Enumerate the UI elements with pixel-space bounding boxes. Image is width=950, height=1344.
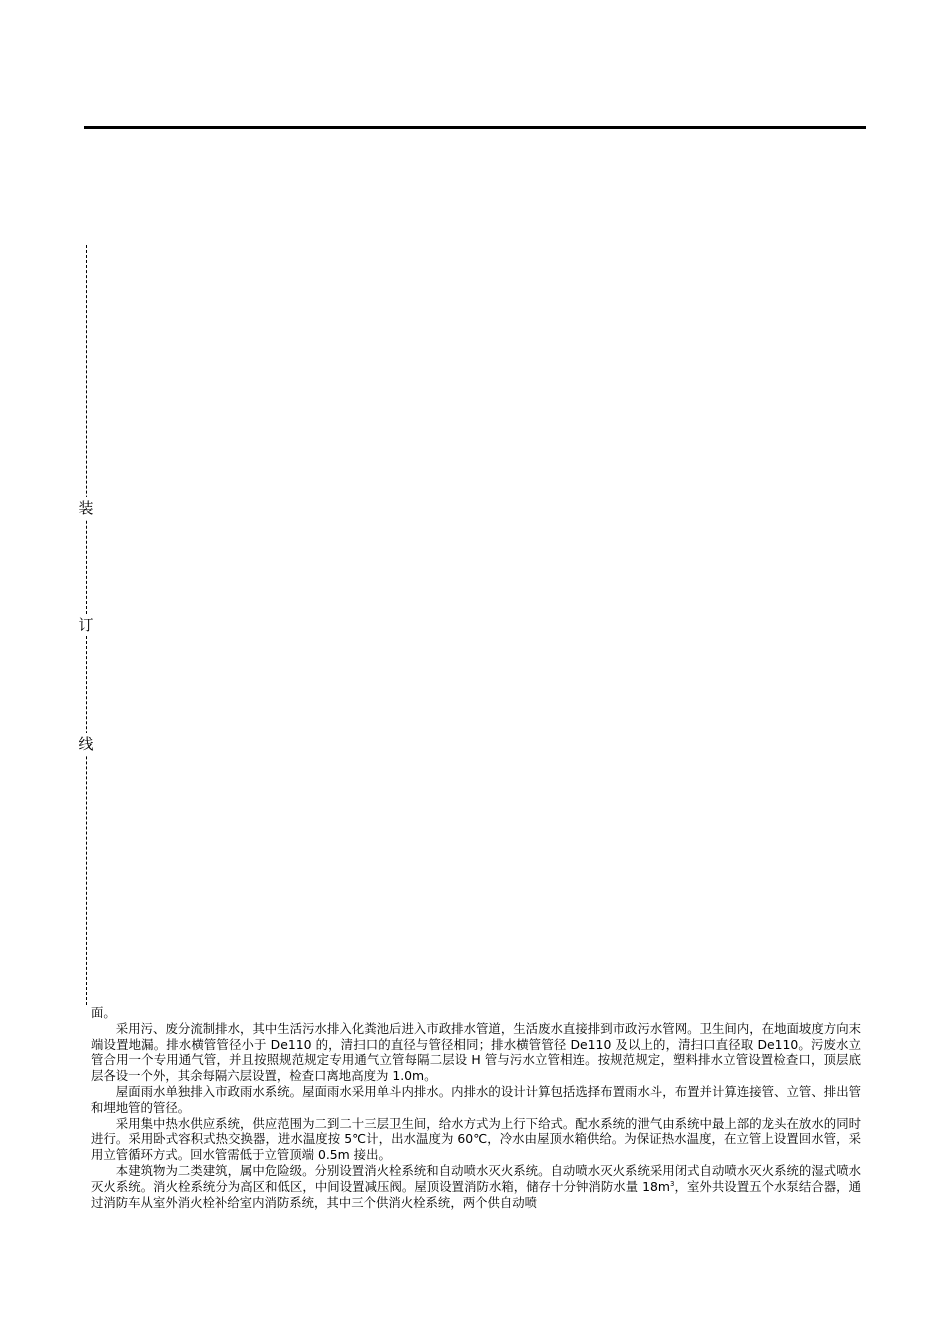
paragraph-fragment: 面。 (91, 1005, 116, 1020)
paragraph-fire-protection (91, 1163, 861, 1210)
body-text (91, 1005, 861, 1210)
fire-text-b: ，室外共设置五个水泵结合器，通过消防车从室外消火栓补给室内消防系统，其中三个供消火栓系统，两个供自动喷 (91, 1178, 862, 1210)
paragraph-hot-water: 采用集中热水供应系统，供应范围为二到二十三层卫生间，给水方式为上行下给式。配水系统的泄气由系统中最上部的龙头在放水的同时进行。采用卧式容积式热交换器，进水温度按 5℃计，出水温度为 60℃，冷水由屋顶水箱供给。为保证热水温度，在立管上设置回水管，采用立管循环方式。回水管需低于立管顶端 0.5m 接出。 (91, 1115, 861, 1163)
fire-text-a: 本建筑物为二类建筑，属中危险级。分别设置消火栓系统和自动喷水灭火系统。自动喷水灭火系统采用闭式自动喷水灭火系统的湿式喷水灭火系统。消火栓系统分为高区和低区，中间设置减压阀。屋顶设置消防水箱，储存十分钟消防水量 18m (91, 1162, 861, 1194)
binding-char-xian: 线 (76, 733, 96, 755)
header-rule (84, 126, 866, 129)
paragraph-rainwater: 屋面雨水单独排入市政雨水系统。屋面雨水采用单斗内排水。内排水的设计计算包括选择布置雨水斗，布置并计算连接管、立管、排出管和埋地管的管径。 (91, 1083, 861, 1115)
binding-char-ding: 订 (76, 614, 96, 636)
paragraph-drainage: 采用污、废分流制排水，其中生活污水排入化粪池后进入市政排水管道，生活废水直接排到市政污水管网。卫生间内，在地面坡度方向末端设置地漏。排水横管管径小于 De110 的，清扫口的直径与管径相同；排水横管管径 De110 及以上的，清扫口直径取 De110。污废水立管合用一个专用通气管，并且按照规范规定专用通气立管每隔二层设 H 管与污水立管相连。按规范规定，塑料排水立管设置检查口，顶层底层各设一个外，其余每隔六层设置，检查口离地高度为 1.0m。 (91, 1020, 861, 1084)
binding-char-zhuang: 装 (76, 497, 96, 519)
superscript-three: 3 (670, 1179, 675, 1188)
